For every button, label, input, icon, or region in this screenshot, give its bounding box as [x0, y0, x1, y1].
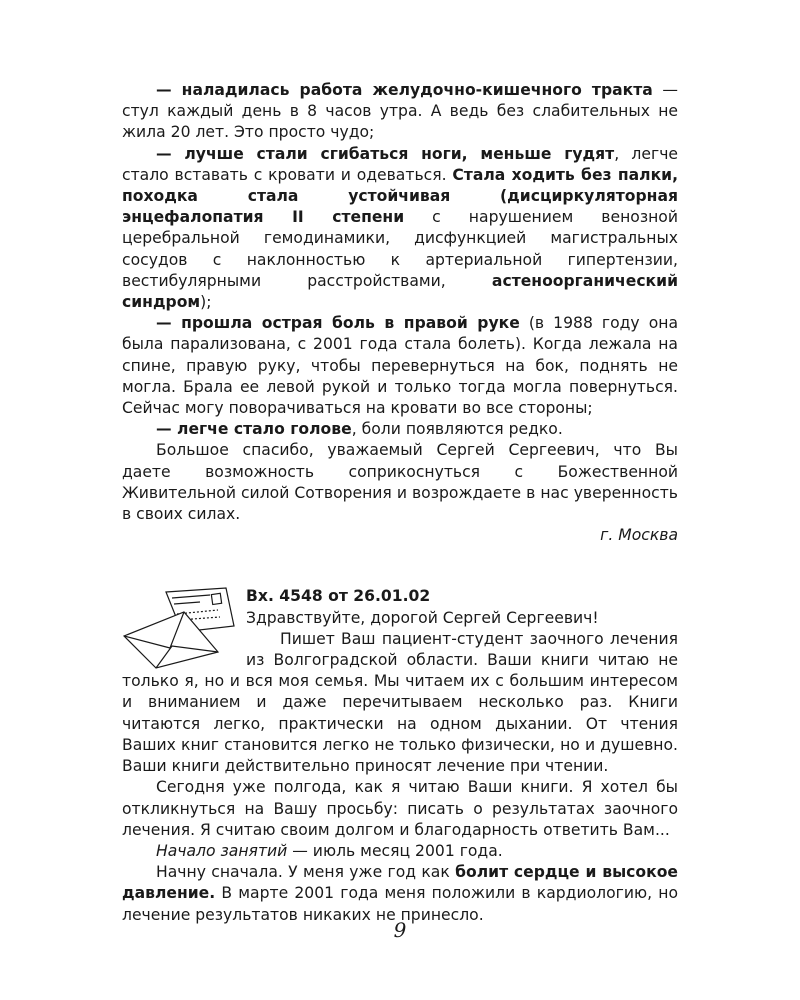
paragraph	[122, 313, 678, 419]
paragraph	[122, 80, 678, 144]
paragraph: Сегодня уже полгода, как я читаю Ваши книги. Я хотел бы откликнуться на Вашу просьбу: писать о результатах заочного лечения. Я считаю своим долгом и благодарность ответить Вам...	[122, 778, 678, 839]
text-run: В марте 2001 года меня положили в кардиологию, но лечение результатов никаких не принесло.	[122, 884, 678, 924]
text-run: , боли появляются редко.	[351, 420, 563, 439]
paragraph	[122, 862, 678, 926]
text-run: );	[200, 293, 212, 312]
paragraph	[122, 841, 678, 862]
letter-entry	[122, 586, 678, 925]
paragraph: Большое спасибо, уважаемый Сергей Сергеевич, что Вы даете возможность соприкоснуться с Божественной Живительной силой Сотворения и возрождаете в нас уверенность в своих силах.	[122, 441, 678, 524]
envelope-icon	[122, 586, 240, 670]
text-run: — июль месяц 2001 года.	[287, 841, 503, 860]
text-run: — стул каждый день в 8 часов утра. А ведь без слабительных не жила 20 лет. Это просто чудо;	[122, 81, 678, 142]
bold-phrase: — прошла острая боль в правой руке	[156, 314, 520, 333]
text-run: Начну сначала. У меня уже год как	[156, 863, 456, 882]
greeting: Здравствуйте, дорогой Сергей Сергеевич!	[246, 608, 599, 627]
bold-phrase: болит сердце и высокое давление.	[122, 863, 678, 903]
paragraph	[122, 419, 678, 440]
bold-phrase: — лучше стали сгибаться ноги, меньше гудят	[156, 144, 615, 163]
text-run: (в 1988 году она была парализована, с 2001 года стала болеть). Когда лежала на спине, правую руку, чтобы перевернуться на бок, поднять не могла. Брала ее левой рукой и только тогда могла повернуться. Сейчас могу поворачиваться на кровати во все стороны;	[122, 314, 678, 418]
paragraph: Пишет Ваш пациент-студент заочного лечения из Волгоградской области. Ваши книги читаю не только я, но и вся моя семья. Мы читаем их с большим интересом и вниманием и даже перечитываем несколько раз. Книги читаются легко, практически на одном дыхании. От чтения Ваших книг становится легко не только физически, но и душевно. Ваши книги действительно приносят лечение при чтении.	[122, 629, 678, 776]
bold-phrase: астеноорганический синдром	[122, 271, 678, 312]
bold-phrase: — легче стало голове	[156, 420, 352, 439]
paragraph	[122, 144, 678, 314]
bold-phrase: — наладилась работа желудочно-кишечного тракта	[156, 81, 653, 99]
italic-phrase: Начало занятий	[156, 841, 288, 860]
letter-header: Вх. 4548 от 26.01.02	[246, 587, 431, 606]
signature-city: г. Москва	[600, 526, 678, 545]
bold-phrase: Стала ходить без палки, походка стала устойчивая (дисциркуляторная энцефалопатия II степени	[122, 165, 679, 227]
text-run: с нарушением венозной церебральной гемодинамики, дисфункцией магистральных сосудов с наклонностью к артериальной гипертензии, вестибулярными расстройствами,	[122, 208, 678, 290]
page-number: 9	[393, 918, 407, 942]
book-page	[122, 80, 678, 980]
text-run: , легче стало вставать с кровати и одеваться.	[122, 144, 678, 184]
letter-continuation	[122, 80, 678, 546]
